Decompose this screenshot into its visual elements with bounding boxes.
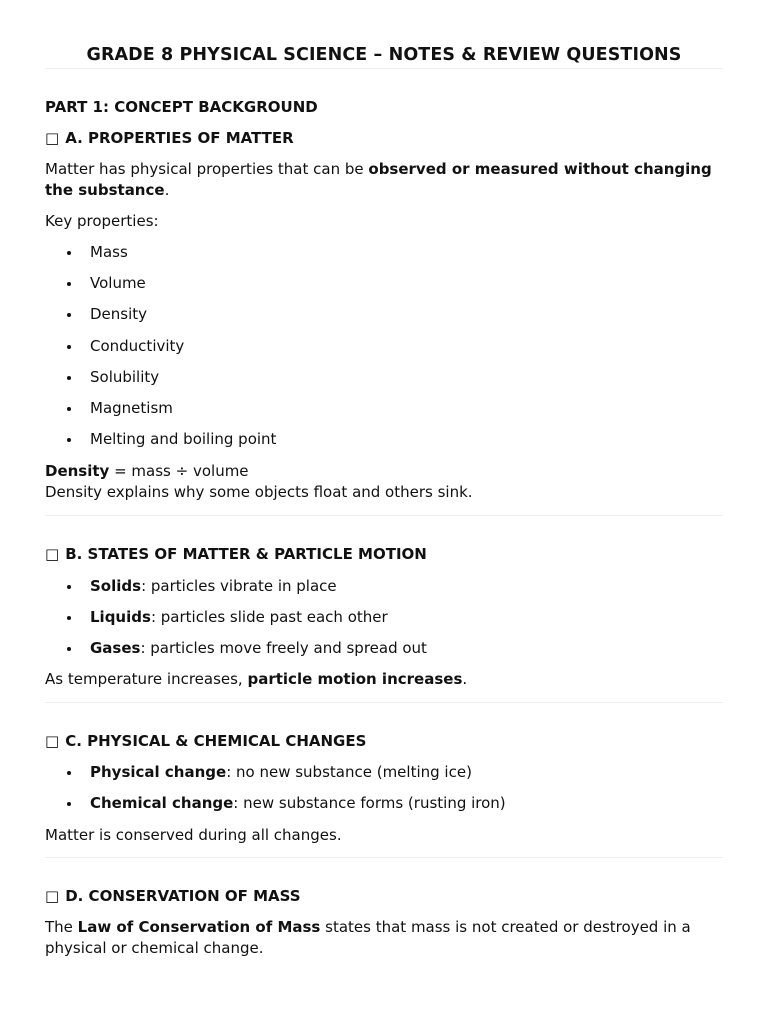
part-1-title: PART 1: CONCEPT BACKGROUND	[45, 98, 318, 116]
list-item: Density	[45, 304, 723, 325]
changes-list	[45, 762, 723, 814]
list-item	[45, 607, 723, 628]
section-divider	[45, 857, 723, 858]
state-desc: : particles move freely and spread out	[140, 639, 427, 657]
list-item: Melting and boiling point	[45, 429, 723, 450]
section-d-title	[45, 886, 723, 907]
list-item: Magnetism	[45, 398, 723, 419]
law-text-pre: The	[45, 918, 78, 936]
section-marker-icon: □	[45, 545, 60, 563]
list-item	[45, 762, 723, 783]
section-c-title-text: C. PHYSICAL & CHEMICAL CHANGES	[65, 732, 367, 750]
state-term: Solids	[90, 577, 142, 595]
state-term: Liquids	[90, 608, 151, 626]
density-formula-text: = mass ÷ volume	[109, 462, 249, 480]
law-name: Law of Conservation of Mass	[77, 918, 321, 936]
summary-text: As temperature increases,	[45, 670, 248, 688]
summary-bold-text: particle motion increases	[247, 670, 463, 688]
section-marker-icon: □	[45, 887, 60, 905]
density-term: Density	[45, 462, 110, 480]
list-item	[45, 638, 723, 659]
list-item: Conductivity	[45, 336, 723, 357]
state-desc: : particles vibrate in place	[141, 577, 337, 595]
law-text-post: states that mass is not created or destroyed in a physical or chemical change.	[45, 918, 691, 957]
key-properties-label: Key properties:	[45, 212, 159, 230]
section-divider	[45, 702, 723, 703]
section-marker-icon: □	[45, 129, 60, 147]
summary-period: .	[462, 670, 468, 688]
change-term: Chemical change	[90, 794, 234, 812]
change-desc: : no new substance (melting ice)	[226, 763, 472, 781]
section-c-summary: Matter is conserved during all changes.	[45, 826, 342, 844]
change-desc: : new substance forms (rusting iron)	[233, 794, 506, 812]
section-b-title-text: B. STATES OF MATTER & PARTICLE MOTION	[65, 545, 427, 563]
section-a-title	[45, 128, 723, 149]
document-title: GRADE 8 PHYSICAL SCIENCE – NOTES & REVIEW QUESTIONS	[45, 0, 723, 69]
list-item	[45, 576, 723, 597]
section-divider	[45, 515, 723, 516]
properties-list	[45, 242, 723, 450]
document-page	[45, 0, 723, 959]
intro-bold-text: observed or measured without changing the substance	[45, 160, 712, 199]
section-a-intro	[45, 159, 723, 201]
section-d-text	[45, 917, 723, 959]
density-formula	[45, 461, 723, 482]
intro-text: Matter has physical properties that can be	[45, 160, 369, 178]
section-a-title-text: A. PROPERTIES OF MATTER	[65, 129, 294, 147]
list-item	[45, 793, 723, 814]
list-item: Solubility	[45, 367, 723, 388]
section-marker-icon: □	[45, 732, 60, 750]
change-term: Physical change	[90, 763, 227, 781]
state-desc: : particles slide past each other	[150, 608, 388, 626]
section-c-title	[45, 731, 723, 752]
intro-period: .	[164, 181, 170, 199]
list-item: Volume	[45, 273, 723, 294]
states-list	[45, 576, 723, 659]
list-item: Mass	[45, 242, 723, 263]
state-term: Gases	[90, 639, 141, 657]
section-d-title-text: D. CONSERVATION OF MASS	[65, 887, 301, 905]
section-b-summary	[45, 669, 723, 690]
density-note: Density explains why some objects float and others sink.	[45, 483, 473, 501]
section-b-title	[45, 544, 723, 565]
